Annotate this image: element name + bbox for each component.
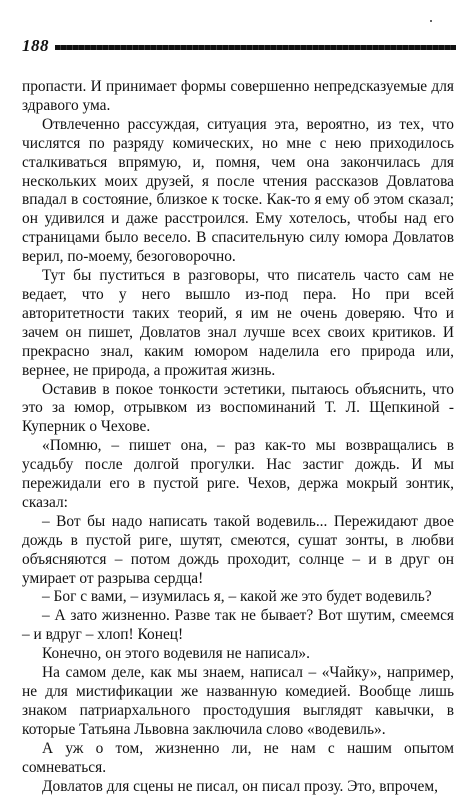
page-number: 188 — [22, 36, 49, 55]
paragraph: На самом деле, как мы знаем, написал – «Чайку», например, не для мистификации же названную комедией. Вообще лишь знаком патриархального простодушия выглядят кавычки, в которые Татьяна Львовна заключила слово «водевиль». — [22, 664, 454, 738]
dialogue-line: – Вот бы надо написать такой водевиль... Пережидают двое дождь в пустой риге, шутят, смеются, сушат зонты, в любви объясняются – потом дождь проходит, солнце – и в друг он умирает от разрыва сердца! — [22, 512, 454, 587]
body-text — [22, 78, 454, 796]
header-rule — [55, 45, 456, 50]
page-header — [22, 36, 456, 56]
paragraph: Конечно, он этого водевиля не написал». — [42, 645, 310, 663]
paragraph: Тут бы пуститься в разговоры, что писатель часто сам не ведает, что у него вышло из-под пера. Но при всей авторитетности таких теорий, я им не очень доверяю. Что и зачем он пишет, Довлатов знал лучше всех своих критиков. И прекрасно знал, каким юмором наделила его природа или, вернее, не природа, а прожитая жизнь. — [22, 267, 454, 379]
paragraph: пропасти. И принимает формы совершенно непредсказуемые для здравого ума. — [22, 78, 454, 114]
paragraph: Довлатов для сцены не писал, он писал прозу. Это, впрочем, — [42, 777, 438, 795]
paragraph: А уж о том, жизненно ли, не нам с нашим опытом сомневаться. — [22, 739, 454, 776]
dialogue-line: – А зато жизненно. Разве так не бывает? Вот шутим, смеемся – и вдруг – хлоп! Конец! — [22, 607, 454, 644]
quote-paragraph: «Помню, – пишет она, – раз как-то мы возвращались в усадьбу после долгой прогулки. Нас застиг дождь. И мы пережидали его в пустой риге. Чехов, держа мокрый зонтик, сказал: — [22, 437, 454, 511]
paragraph: Оставив в покое тонкости эстетики, пытаюсь объяснить, что это за юмор, отрывком из воспоминаний Т. Л. Щепкиной - Куперник о Чехове. — [22, 380, 454, 436]
paragraph: Отвлеченно рассуждая, ситуация эта, вероятно, из тех, что числятся по разряду комических, но мне с нею приходилось сталкиваться впрямую, и, помня, чем она закончилась для нескольких моих друзей, я после чтения рассказов Довлатова впадал в состояние, близкое к тоске. Как-то я ему об этом сказал; он удивился и даже расстроился. Ему хотелось, чтобы над его страницами было весело. В спасительную силу юмора Довлатов верил, по-моему, безоговорочно. — [22, 115, 454, 266]
dialogue-line: – Бог с вами, – изумилась я, – какой же это будет водевиль? — [42, 588, 432, 606]
print-speck — [430, 20, 432, 22]
